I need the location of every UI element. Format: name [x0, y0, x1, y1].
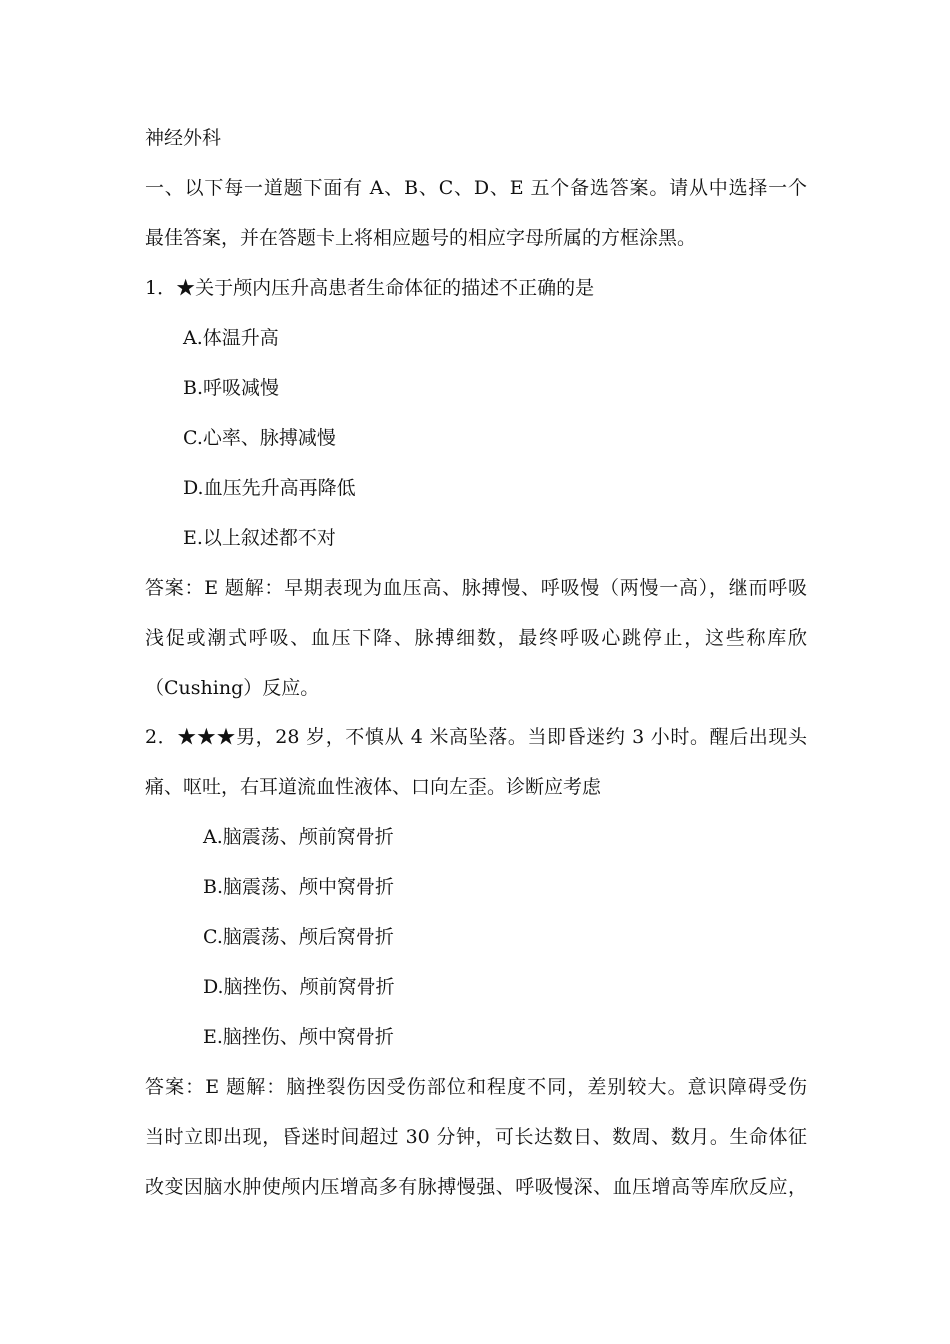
- question-2-option-e: E.脑挫伤、颅中窝骨折: [203, 1026, 394, 1048]
- question-1-option-b: B.呼吸减慢: [183, 377, 280, 399]
- question-2-answer-line-2: 当时立即出现，昏迷时间超过 30 分钟，可长达数日、数周、数月。生命体征: [145, 1126, 807, 1148]
- instruction-line-1: 一、以下每一道题下面有 A、B、C、D、E 五个备选答案。请从中选择一个: [145, 177, 807, 199]
- question-2-option-a: A.脑震荡、颅前窝骨折: [203, 826, 394, 848]
- question-2-answer-line-1: 答案：E 题解：脑挫裂伤因受伤部位和程度不同，差别较大。意识障碍受伤: [145, 1076, 807, 1098]
- question-2-stem-line-1: 2．★★★男，28 岁，不慎从 4 米高坠落。当即昏迷约 3 小时。醒后出现头: [145, 726, 807, 748]
- question-1-option-c: C.心率、脉搏减慢: [183, 427, 336, 449]
- question-1-option-a: A.体温升高: [183, 327, 279, 349]
- section-title: 神经外科: [145, 127, 222, 149]
- question-1-answer-line-1: 答案：E 题解：早期表现为血压高、脉搏慢、呼吸慢（两慢一高），继而呼吸: [145, 577, 807, 599]
- question-2-answer-line-3: 改变因脑水肿使颅内压增高多有脉搏慢强、呼吸慢深、血压增高等库欣反应，: [145, 1176, 807, 1198]
- question-1-option-d: D.血压先升高再降低: [183, 477, 356, 499]
- instruction-line-2: 最佳答案，并在答题卡上将相应题号的相应字母所属的方框涂黑。: [145, 227, 697, 249]
- question-2-option-c: C.脑震荡、颅后窝骨折: [203, 926, 394, 948]
- question-1-answer-line-3: （Cushing）反应。: [145, 677, 320, 699]
- question-2-option-d: D.脑挫伤、颅前窝骨折: [203, 976, 395, 998]
- question-2-stem-line-2: 痛、呕吐，右耳道流血性液体、口向左歪。诊断应考虑: [145, 776, 602, 798]
- question-1-stem: 1．★关于颅内压升高患者生命体征的描述不正确的是: [145, 277, 595, 299]
- question-2-option-b: B.脑震荡、颅中窝骨折: [203, 876, 395, 898]
- question-1-option-e: E.以上叙述都不对: [183, 527, 336, 549]
- question-1-answer-line-2: 浅促或潮式呼吸、血压下降、脉搏细数，最终呼吸心跳停止，这些称库欣: [145, 627, 807, 649]
